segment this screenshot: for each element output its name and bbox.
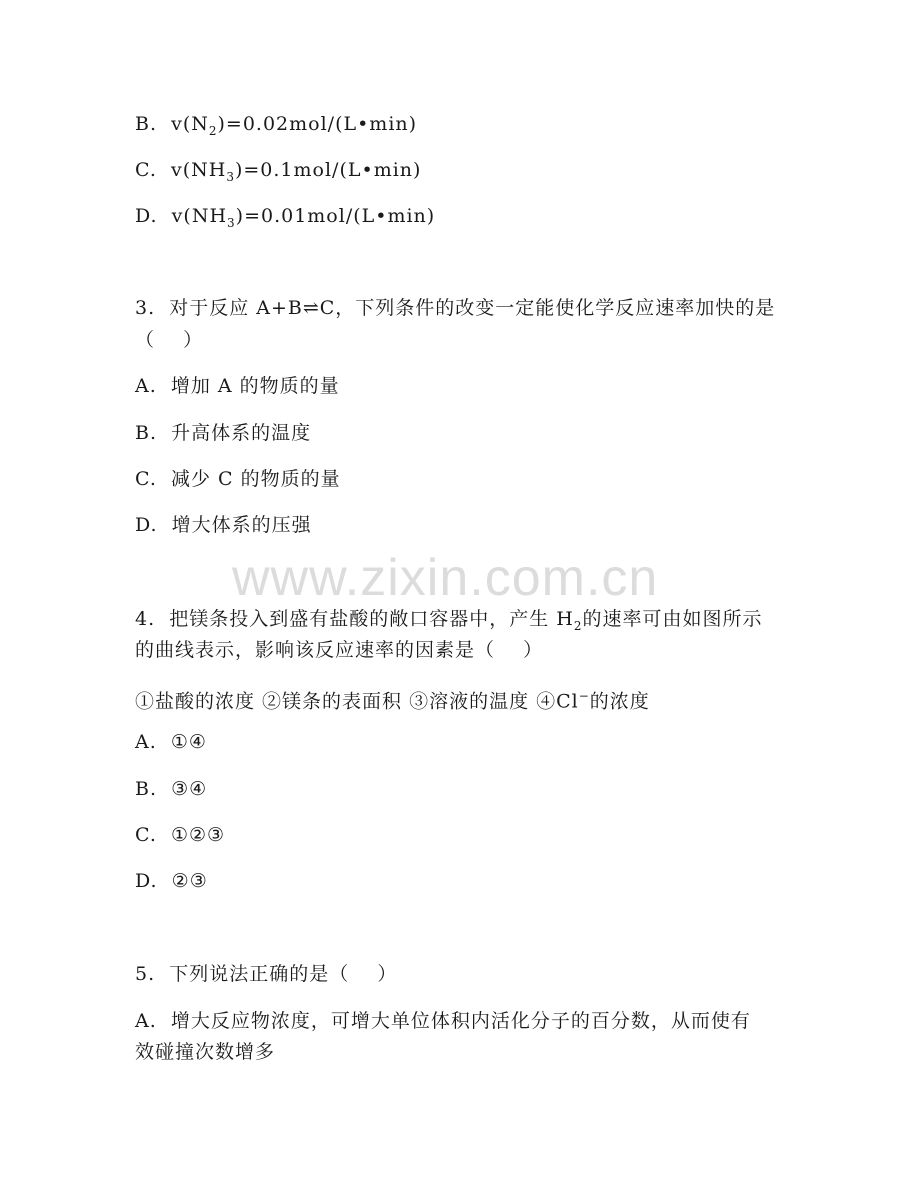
q4-option-c: C. ①②③ xyxy=(135,824,226,846)
q4-option-d: D. ②③ xyxy=(135,870,208,892)
q2-option-d: D. $v(NH_3)=0.01mol/(L•\min)$ xyxy=(135,205,436,230)
q5-stem: 5. 下列说法正确的是（ ） xyxy=(135,963,398,985)
q5-option-a-line1: A. 增大反应物浓度，可增大单位体积内活化分子的百分数，从而使有 xyxy=(135,1010,751,1032)
q3-option-d: D. 增大体系的压强 xyxy=(135,514,312,536)
q5-option-a-line2: 效碰撞次数增多 xyxy=(135,1041,276,1063)
q4-option-a: A. ①④ xyxy=(135,731,207,753)
q3-stem-line1: 3. 对于反应 A+B⇌C，下列条件的改变一定能使化学反应速率加快的是 xyxy=(135,297,776,319)
q3-option-a: A. 增加 A 的物质的量 xyxy=(135,375,340,397)
q4-stem-line1: 4. 把镁条投入到盛有盐酸的敞口容器中，产生 $H_2$的速率可由如图所示 xyxy=(135,608,763,633)
q3-option-b: B. 升高体系的温度 xyxy=(135,422,312,444)
q4-factors: ①盐酸的浓度 ②镁条的表面积 ③溶液的温度 ④Cl−的浓度 xyxy=(135,689,650,713)
q2-option-c: C. $v(NH_3)=0.1mol/(L•\min)$ xyxy=(135,159,422,184)
q3-stem-line2: （ ） xyxy=(135,329,204,351)
watermark: www.zixin.com.cn xyxy=(232,549,659,607)
q4-stem-line2: 的曲线表示，影响该反应速率的因素是（ ） xyxy=(135,639,544,661)
q4-option-b: B. ③④ xyxy=(135,778,208,800)
q3-option-c: C. 减少 C 的物质的量 xyxy=(135,468,341,490)
q2-option-b: B. $v(N_2)=0.02mol/(L•\min)$ xyxy=(135,113,418,138)
